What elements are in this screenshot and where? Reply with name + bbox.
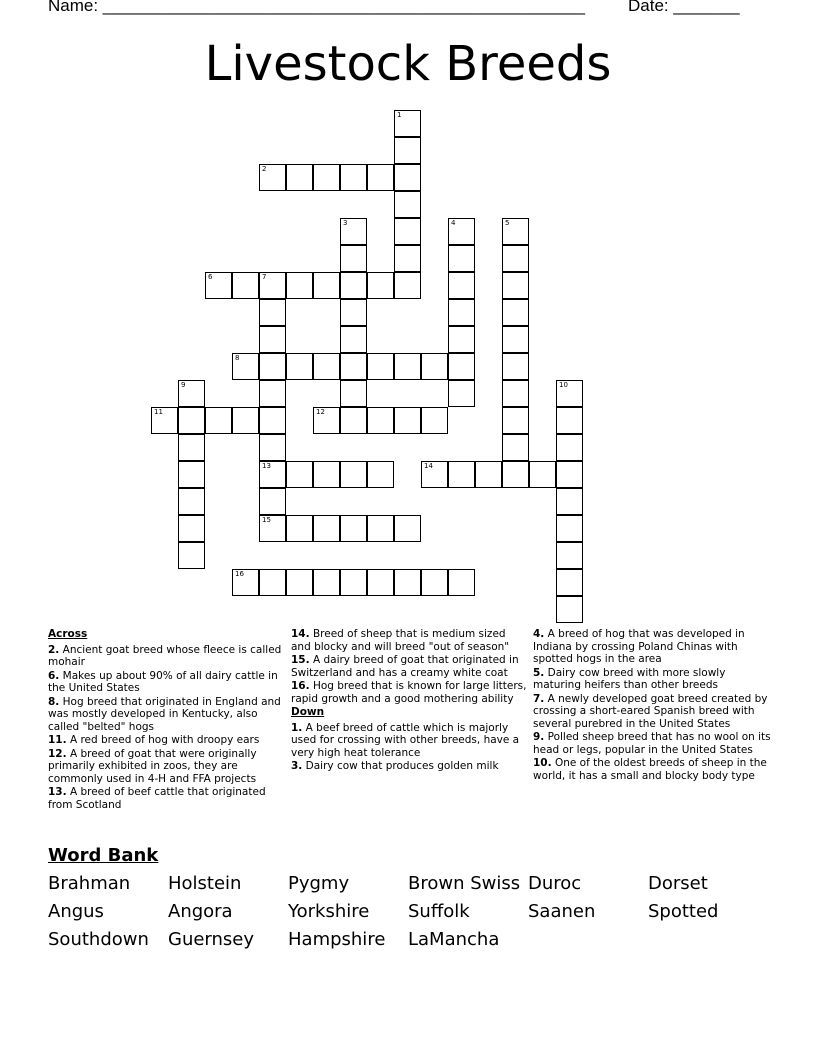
clue-item-text: A red breed of hog with droopy ears bbox=[66, 734, 260, 746]
grid-cell[interactable] bbox=[367, 569, 394, 596]
grid-cell[interactable] bbox=[394, 353, 421, 380]
grid-cell[interactable] bbox=[394, 515, 421, 542]
grid-cell[interactable] bbox=[340, 407, 367, 434]
grid-cell[interactable] bbox=[313, 164, 340, 191]
clue-number: 7 bbox=[262, 273, 267, 281]
clues-column-3 bbox=[533, 628, 773, 783]
word-bank-item: Saanen bbox=[528, 901, 596, 922]
grid-cell[interactable] bbox=[556, 515, 583, 542]
word-bank-item: LaMancha bbox=[408, 929, 500, 950]
clue-item bbox=[291, 680, 527, 705]
grid-cell[interactable] bbox=[178, 380, 205, 407]
word-bank-item: Dorset bbox=[648, 873, 708, 894]
grid-cell[interactable] bbox=[502, 326, 529, 353]
grid-cell[interactable] bbox=[502, 461, 529, 488]
grid-cell[interactable] bbox=[205, 272, 232, 299]
grid-cell[interactable] bbox=[394, 110, 421, 137]
grid-cell[interactable] bbox=[313, 569, 340, 596]
down-clues-list bbox=[291, 722, 527, 773]
grid-cell[interactable] bbox=[556, 461, 583, 488]
clue-item bbox=[48, 734, 284, 747]
grid-cell[interactable] bbox=[529, 461, 556, 488]
grid-cell[interactable] bbox=[340, 353, 367, 380]
grid-cell[interactable] bbox=[367, 164, 394, 191]
grid-cell[interactable] bbox=[556, 434, 583, 461]
word-bank-item: Hampshire bbox=[288, 929, 386, 950]
word-bank-item: Brahman bbox=[48, 873, 131, 894]
grid-cell[interactable] bbox=[340, 326, 367, 353]
clue-item bbox=[291, 654, 527, 679]
grid-cell[interactable] bbox=[340, 272, 367, 299]
grid-cell[interactable] bbox=[259, 569, 286, 596]
grid-cell[interactable] bbox=[421, 353, 448, 380]
grid-cell[interactable] bbox=[394, 407, 421, 434]
clue-item-number: 1. bbox=[291, 721, 303, 734]
grid-cell[interactable] bbox=[340, 569, 367, 596]
clue-number: 14 bbox=[424, 462, 433, 470]
grid-cell[interactable] bbox=[286, 515, 313, 542]
grid-cell[interactable] bbox=[340, 461, 367, 488]
grid-cell[interactable] bbox=[448, 245, 475, 272]
grid-cell[interactable] bbox=[421, 569, 448, 596]
grid-cell[interactable] bbox=[178, 488, 205, 515]
grid-cell[interactable] bbox=[232, 353, 259, 380]
clue-item bbox=[533, 757, 773, 782]
grid-cell[interactable] bbox=[475, 461, 502, 488]
grid-cell[interactable] bbox=[448, 218, 475, 245]
grid-cell[interactable] bbox=[286, 272, 313, 299]
down-heading: Down bbox=[291, 706, 325, 718]
clue-number: 1 bbox=[397, 111, 402, 119]
clue-item-number: 4. bbox=[533, 628, 545, 640]
clue-item bbox=[291, 628, 527, 653]
clue-number: 5 bbox=[505, 219, 510, 227]
clue-item-text: Polled sheep breed that has no wool on its head or legs, popular in the United States bbox=[533, 731, 771, 756]
grid-cell[interactable] bbox=[340, 164, 367, 191]
date-field[interactable]: Date: _______ bbox=[628, 0, 740, 15]
word-bank-item: Yorkshire bbox=[288, 901, 370, 922]
grid-cell[interactable] bbox=[556, 380, 583, 407]
clue-item bbox=[533, 731, 773, 756]
across-heading: Across bbox=[48, 628, 88, 640]
grid-cell[interactable] bbox=[367, 407, 394, 434]
grid-cell[interactable] bbox=[178, 434, 205, 461]
clue-item-number: 6. bbox=[48, 669, 60, 682]
across-clues-list-cont bbox=[291, 628, 527, 705]
clue-item-number: 10. bbox=[533, 757, 552, 769]
grid-cell[interactable] bbox=[367, 461, 394, 488]
clue-item-text: A beef breed of cattle which is majorly used for crossing with other breeds, have a very high heat tolerance bbox=[291, 721, 520, 759]
clue-item-number: 14. bbox=[291, 628, 310, 640]
grid-cell[interactable] bbox=[340, 299, 367, 326]
grid-cell[interactable] bbox=[556, 596, 583, 623]
grid-cell[interactable] bbox=[178, 515, 205, 542]
clue-item-text: Makes up about 90% of all dairy cattle in the United States bbox=[48, 669, 278, 694]
clue-item bbox=[48, 748, 284, 786]
grid-cell[interactable] bbox=[259, 299, 286, 326]
grid-cell[interactable] bbox=[502, 407, 529, 434]
grid-cell[interactable] bbox=[448, 569, 475, 596]
grid-cell[interactable] bbox=[259, 326, 286, 353]
grid-cell[interactable] bbox=[286, 164, 313, 191]
clue-item-number: 5. bbox=[533, 666, 545, 679]
grid-cell[interactable] bbox=[259, 434, 286, 461]
grid-cell[interactable] bbox=[259, 515, 286, 542]
grid-cell[interactable] bbox=[448, 326, 475, 353]
grid-cell[interactable] bbox=[313, 407, 340, 434]
word-bank-item: Guernsey bbox=[168, 929, 255, 950]
down-clues-list-cont bbox=[533, 628, 773, 782]
grid-cell[interactable] bbox=[205, 407, 232, 434]
word-bank-item: Southdown bbox=[48, 929, 149, 950]
clue-item-text: Dairy cow breed with more slowly maturing heifers than other breeds bbox=[533, 666, 726, 691]
grid-cell[interactable] bbox=[394, 191, 421, 218]
word-bank-item: Holstein bbox=[168, 873, 242, 894]
clue-item bbox=[533, 693, 773, 731]
grid-cell[interactable] bbox=[340, 218, 367, 245]
clue-item-number: 2. bbox=[48, 643, 60, 656]
grid-cell[interactable] bbox=[421, 407, 448, 434]
word-bank-item: Angus bbox=[48, 901, 104, 922]
grid-cell[interactable] bbox=[340, 515, 367, 542]
grid-cell[interactable] bbox=[502, 353, 529, 380]
clue-number: 13 bbox=[262, 462, 271, 470]
grid-cell[interactable] bbox=[367, 272, 394, 299]
grid-cell[interactable] bbox=[286, 461, 313, 488]
grid-cell[interactable] bbox=[502, 245, 529, 272]
clue-item bbox=[48, 670, 284, 695]
word-bank-item: Brown Swiss bbox=[408, 873, 521, 894]
grid-cell[interactable] bbox=[394, 137, 421, 164]
grid-cell[interactable] bbox=[502, 380, 529, 407]
grid-cell[interactable] bbox=[340, 245, 367, 272]
clue-number: 4 bbox=[451, 219, 456, 227]
grid-cell[interactable] bbox=[556, 569, 583, 596]
grid-cell[interactable] bbox=[259, 488, 286, 515]
grid-cell[interactable] bbox=[448, 353, 475, 380]
grid-cell[interactable] bbox=[313, 272, 340, 299]
clue-item bbox=[48, 644, 284, 669]
grid-cell[interactable] bbox=[232, 407, 259, 434]
grid-cell[interactable] bbox=[556, 407, 583, 434]
clue-item bbox=[291, 760, 527, 773]
clue-item-number: 12. bbox=[48, 747, 67, 760]
clue-number: 2 bbox=[262, 165, 267, 173]
clues-column-2 bbox=[291, 628, 527, 774]
grid-cell[interactable] bbox=[394, 245, 421, 272]
clue-item-number: 8. bbox=[48, 695, 60, 708]
grid-cell[interactable] bbox=[178, 407, 205, 434]
clue-item-number: 7. bbox=[533, 692, 545, 705]
grid-cell[interactable] bbox=[448, 272, 475, 299]
clue-number: 6 bbox=[208, 273, 213, 281]
clue-item-number: 3. bbox=[291, 760, 303, 772]
grid-cell[interactable] bbox=[394, 218, 421, 245]
grid-cell[interactable] bbox=[502, 299, 529, 326]
grid-cell[interactable] bbox=[367, 515, 394, 542]
grid-cell[interactable] bbox=[151, 407, 178, 434]
grid-cell[interactable] bbox=[259, 272, 286, 299]
grid-cell[interactable] bbox=[502, 434, 529, 461]
clues-column-1 bbox=[48, 628, 284, 812]
clue-number: 10 bbox=[559, 381, 568, 389]
word-bank-title: Word Bank bbox=[48, 845, 159, 866]
clue-item bbox=[291, 722, 527, 760]
grid-cell[interactable] bbox=[259, 380, 286, 407]
clue-number: 16 bbox=[235, 570, 244, 578]
clue-item-number: 16. bbox=[291, 680, 310, 692]
word-bank-item: Spotted bbox=[648, 901, 719, 922]
clue-item-text: Breed of sheep that is medium sized and blocky and will breed "out of season" bbox=[291, 628, 510, 653]
grid-cell[interactable] bbox=[394, 164, 421, 191]
page-title: Livestock Breeds bbox=[204, 36, 612, 92]
grid-cell[interactable] bbox=[556, 542, 583, 569]
clue-item bbox=[533, 628, 773, 666]
grid-cell[interactable] bbox=[178, 461, 205, 488]
clue-item-text: A newly developed goat breed created by crossing a short-eared Spanish breed with several purebred in the United States bbox=[533, 692, 768, 730]
clue-number: 15 bbox=[262, 516, 271, 524]
word-bank-item: Angora bbox=[168, 901, 233, 922]
grid-cell[interactable] bbox=[232, 272, 259, 299]
grid-cell[interactable] bbox=[313, 461, 340, 488]
name-field[interactable]: Name: ___________________________________________________ bbox=[48, 0, 585, 15]
grid-cell[interactable] bbox=[394, 569, 421, 596]
grid-cell[interactable] bbox=[502, 272, 529, 299]
clue-item-number: 9. bbox=[533, 731, 545, 743]
word-bank-item: Suffolk bbox=[408, 901, 470, 922]
clue-item-text: Dairy cow that produces golden milk bbox=[302, 760, 499, 772]
word-bank-item: Pygmy bbox=[288, 873, 350, 894]
clue-number: 9 bbox=[181, 381, 186, 389]
grid-cell[interactable] bbox=[313, 515, 340, 542]
grid-cell[interactable] bbox=[178, 542, 205, 569]
grid-cell[interactable] bbox=[421, 461, 448, 488]
clue-item bbox=[48, 696, 284, 734]
grid-cell[interactable] bbox=[259, 353, 286, 380]
grid-cell[interactable] bbox=[340, 380, 367, 407]
grid-cell[interactable] bbox=[259, 461, 286, 488]
clue-number: 11 bbox=[154, 408, 163, 416]
clue-item-text: One of the oldest breeds of sheep in the world, it has a small and blocky body type bbox=[533, 757, 767, 782]
clue-item-text: Hog breed that is known for large litters, rapid growth and a good mothering ability bbox=[291, 680, 527, 705]
grid-cell[interactable] bbox=[448, 380, 475, 407]
grid-cell[interactable] bbox=[259, 407, 286, 434]
clue-item bbox=[48, 786, 284, 811]
grid-cell[interactable] bbox=[448, 461, 475, 488]
clue-number: 3 bbox=[343, 219, 348, 227]
across-clues-list bbox=[48, 644, 284, 812]
grid-cell[interactable] bbox=[556, 488, 583, 515]
grid-cell[interactable] bbox=[502, 218, 529, 245]
clue-item-text: Ancient goat breed whose fleece is called mohair bbox=[48, 643, 282, 668]
grid-cell[interactable] bbox=[286, 569, 313, 596]
clue-item bbox=[533, 667, 773, 692]
clue-item-text: A breed of beef cattle that originated from Scotland bbox=[48, 786, 266, 811]
clue-item-text: A breed of goat that were originally primarily exhibited in zoos, they are commonly used in 4-H and FFA projects bbox=[48, 747, 257, 785]
grid-cell[interactable] bbox=[448, 299, 475, 326]
clue-item-number: 11. bbox=[48, 734, 67, 746]
clue-number: 8 bbox=[235, 354, 240, 362]
clue-item-text: Hog breed that originated in England and was mostly developed in Kentucky, also called "belted" hogs bbox=[48, 695, 281, 733]
grid-cell[interactable] bbox=[394, 272, 421, 299]
grid-cell[interactable] bbox=[286, 353, 313, 380]
grid-cell[interactable] bbox=[259, 164, 286, 191]
clue-item-text: A breed of hog that was developed in Indiana by crossing Poland Chinas with spotted hogs in the area bbox=[533, 628, 745, 665]
grid-cell[interactable] bbox=[232, 569, 259, 596]
clue-item-number: 13. bbox=[48, 786, 67, 798]
grid-cell[interactable] bbox=[367, 353, 394, 380]
clue-item-text: A dairy breed of goat that originated in Switzerland and has a creamy white coat bbox=[291, 654, 519, 679]
grid-cell[interactable] bbox=[313, 353, 340, 380]
clue-number: 12 bbox=[316, 408, 325, 416]
word-bank-item: Duroc bbox=[528, 873, 582, 894]
clue-item-number: 15. bbox=[291, 654, 310, 666]
